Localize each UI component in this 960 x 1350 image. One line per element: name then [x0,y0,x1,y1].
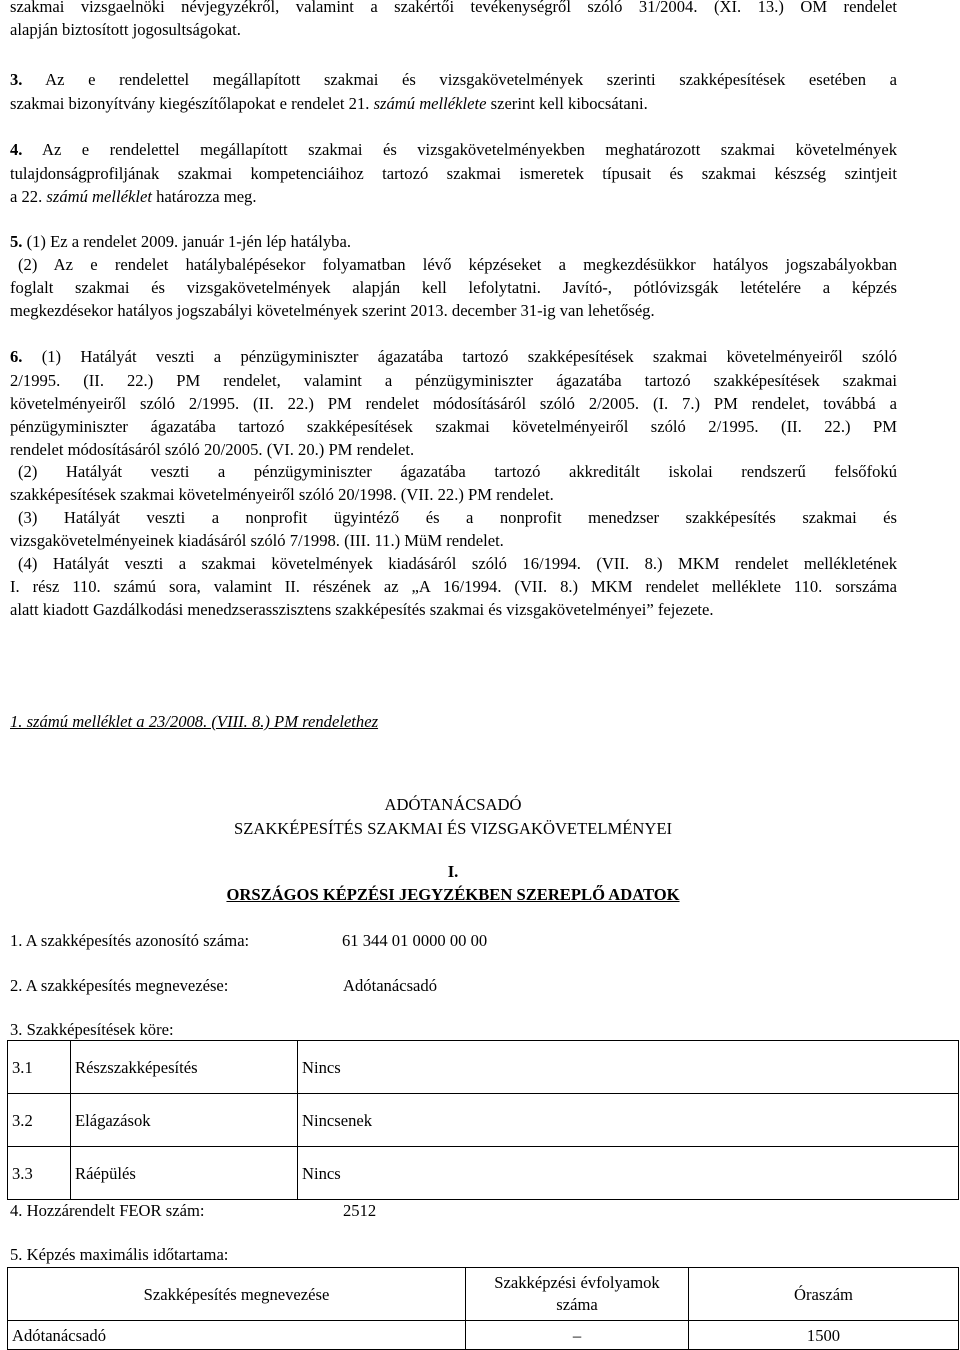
table-cell: Adótanácsadó [8,1321,466,1350]
table-cell: – [466,1321,689,1350]
text-line: szerint kell kibocsátani. [486,94,648,113]
section-5-subsection-2-cont [10,276,897,322]
section-6 [10,345,897,461]
text-line: rendelet módosításáról szóló 20/2005. (VI. 20.) PM rendelet. [10,440,415,459]
annex-reference: számú melléklete [373,94,487,113]
column-header: Szakképesítés megnevezése [8,1268,466,1321]
table-cell: 3.3 [8,1147,71,1200]
text-line: követelményeiről szóló 2/1995. (II. 22.) PM rendelet módosításáról szóló 2/2005. (I. 7.) PM rendelet, továbbá a [10,394,897,413]
item-5-label: 5. Képzés maximális időtartama: [10,1245,229,1264]
text-line: (2) Az e rendelet hatálybalépésekor folyamatban lévő képzéseket a megkezdésükkor hatályos jogszabályokban [18,255,897,274]
text-line: a 22. [10,187,47,206]
column-header [466,1268,689,1321]
text-line: (3) Hatályát veszti a nonprofit ügyintéző és a nonprofit menedzser szakképesítés szakmai és [18,508,897,527]
annex-reference: számú melléklet [46,187,152,206]
text-line: tulajdonságprofiljának szakmai kompetenciáihoz tartozó szakmai ismeretek típusait és szakmai készség szintjeit [10,164,897,183]
section-5-subsection-2 [18,253,897,276]
annex-title-wrap [10,710,897,733]
text-line: (1) Hatályát veszti a pénzügyminiszter ágazatába tartozó szakképesítések szakmai követelményeiről szóló [41,347,897,366]
item-1-value: 61 344 01 0000 00 00 [342,931,488,950]
text-line: (2) Hatályát veszti a pénzügyminiszter ágazatába tartozó akkreditált iskolai rendszerű felsőfokú [18,462,897,481]
table-row [8,1147,959,1200]
text-line: Az e rendelettel megállapított szakmai és vizsgakövetelményekben meghatározott szakmai követelmények [42,140,897,159]
text-line: megkezdésekor hatályos jogszabályi követelmények szerint 2013. december 31-ig van lehetőség. [10,301,655,320]
text-line: szakmai vizsgaelnöki névjegyzékről, valamint a szakértői tevékenységről szóló 31/2004. (XI. 13.) OM rendelet [10,0,897,16]
text-line: 2/1995. (II. 22.) PM rendelet, valamint a pénzügyminiszter ágazatába tartozó szakképesítések szakmai [10,371,897,390]
item-4-value: 2512 [343,1201,377,1220]
section-number: 5. [10,232,23,251]
table-cell: Elágazások [71,1094,298,1147]
text-line: Az e rendelettel megállapított szakmai és vizsgakövetelmények szerinti szakképesítések esetében a [45,70,897,89]
intro-paragraph [10,0,897,41]
text-line: (4) Hatályát veszti a szakmai követelmények kiadásáról szóló 16/1994. (VII. 8.) MKM rendelet mellékletének [18,554,897,573]
text-line: foglalt szakmai és vizsgakövetelmények alapján kell lefolytatni. Javító-, pótlóvizsgák letételére a képzés [10,278,897,297]
item-2-label: 2. A szakképesítés megnevezése: [10,976,229,995]
text-line: alapján biztosított jogosultságokat. [10,20,241,39]
table-row [8,1321,959,1350]
table-cell: 3.1 [8,1041,71,1094]
section-number: 4. [10,140,23,159]
section-5 [10,230,897,254]
section-number: 6. [10,347,23,366]
requirements-heading: SZAKKÉPESÍTÉS SZAKMAI ÉS VIZSGAKÖVETELMÉNYEI [233,819,673,838]
text-line: I. rész 110. számú sora, valamint II. részének az „A 16/1994. (VII. 8.) MKM rendelet melléklete 110. sorszáma [10,577,897,596]
section-roman-number: I. [447,862,459,881]
column-header: Óraszám [689,1268,959,1321]
item-3-label: 3. Szakképesítések köre: [10,1020,174,1039]
section-4 [10,138,897,208]
column-header-line: száma [556,1295,598,1314]
table-row [8,1041,959,1094]
item-4-label: 4. Hozzárendelt FEOR szám: [10,1201,205,1220]
text-line: alatt kiadott Gazdálkodási menedzserasszisztens szakképesítés szakmai és vizsgakövetelményei” fejezete. [10,600,714,619]
section-title: ORSZÁGOS KÉPZÉSI JEGYZÉKBEN SZEREPLŐ ADATOK [226,885,680,904]
section-3 [10,68,897,115]
table-row [8,1094,959,1147]
text-line: (1) Ez a rendelet 2009. január 1-jén lép hatályba. [26,232,351,251]
table-cell: Nincs [298,1147,959,1200]
item-2-value: Adótanácsadó [343,976,437,995]
section-number: 3. [10,70,23,89]
text-line: szakmai bizonyítvány kiegészítőlapokat e rendelet 21. [10,94,374,113]
annex-title: 1. számú melléklet a 23/2008. (VIII. 8.) PM rendelethez [10,712,379,731]
table-cell: Ráépülés [71,1147,298,1200]
text-line: szakképesítések szakmai követelményeiről szóló 20/1998. (VII. 22.) PM rendelet. [10,485,554,504]
text-line: vizsgakövetelményeinek kiadásáról szóló 7/1998. (III. 11.) MüM rendelet. [10,531,504,550]
table-cell: Részszakképesítés [71,1041,298,1094]
profession-heading: ADÓTANÁCSADÓ [384,795,522,814]
text-line: határozza meg. [151,187,257,206]
scope-table [7,1040,959,1200]
section-6-subsection-4-cont [10,575,897,621]
section-6-subsection-2 [18,460,897,483]
section-6-subsection-3 [18,506,897,529]
table-cell: 3.2 [8,1094,71,1147]
table-header-row [8,1268,959,1321]
section-6-subsection-2-cont [10,483,897,506]
table-cell: Nincs [298,1041,959,1094]
table-cell: Nincsenek [298,1094,959,1147]
table-cell: 1500 [689,1321,959,1350]
section-6-subsection-3-cont [10,529,897,552]
section-6-subsection-4 [18,552,897,575]
text-line: pénzügyminiszter ágazatába tartozó szakképesítések szakmai követelményeiről szóló 2/1995. (II. 22.) PM [10,417,897,436]
duration-table [7,1267,959,1350]
item-1-label: 1. A szakképesítés azonosító száma: [10,931,250,950]
column-header-line: Szakképzési évfolyamok [494,1273,660,1292]
